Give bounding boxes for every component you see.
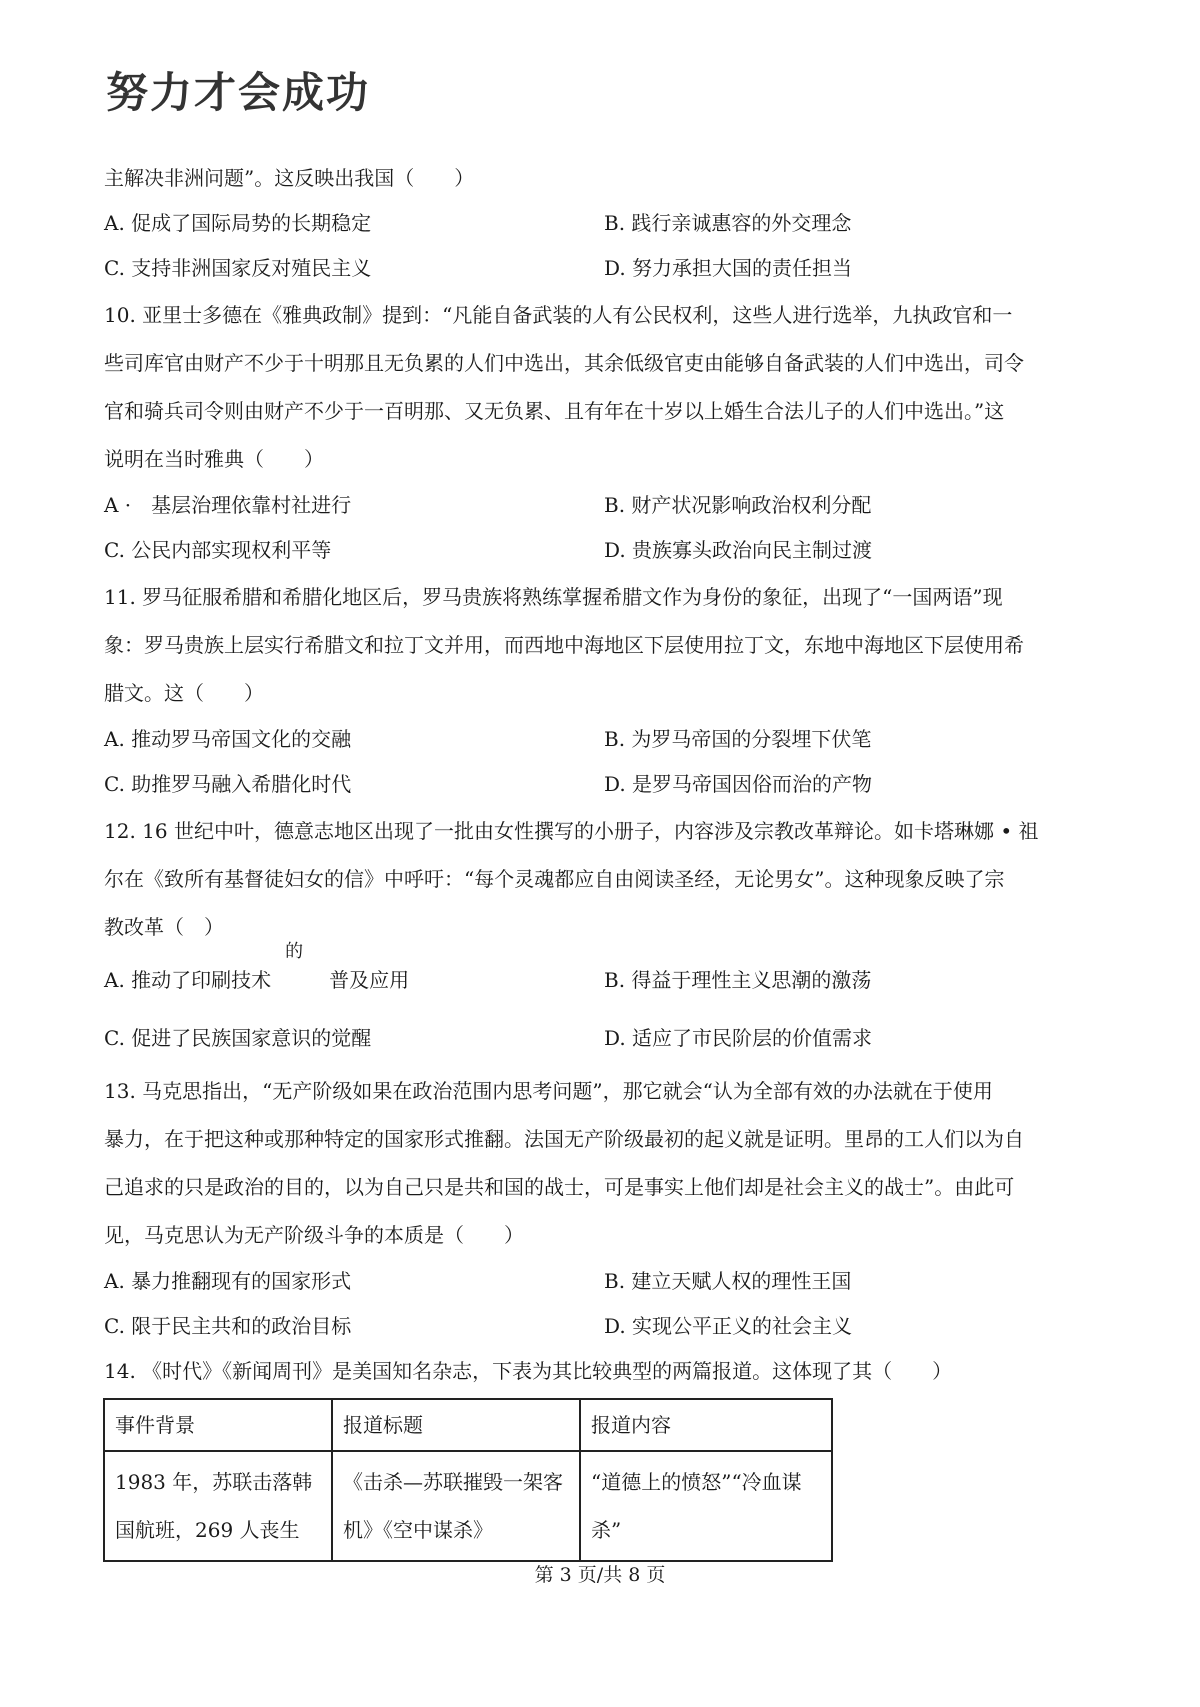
q11-option-b[interactable]: B. 为罗马帝国的分裂埋下伏笔 <box>604 727 872 751</box>
q12-stem-line-3: 教改革（ ） <box>104 915 224 939</box>
q12-options-row-1 <box>104 941 1104 1009</box>
q14-stem: 14. 《时代》《新闻周刊》是美国知名杂志，下表为其比较典型的两篇报道。这体现了其（ ） <box>104 1359 953 1383</box>
q9-option-d[interactable]: D. 努力承担大国的责任担当 <box>604 256 853 280</box>
q14-cell-content: “道德上的愤怒”“冷血谋杀” <box>580 1451 832 1561</box>
q12-option-a-de: 的 <box>285 941 304 962</box>
q10-options-row-1 <box>104 483 1104 528</box>
q12-option-a[interactable] <box>104 941 604 1009</box>
q10-stem-line-4: 说明在当时雅典（ ） <box>104 447 324 471</box>
q12-stem-line-1: 12. 16 世纪中叶，德意志地区出现了一批由女性撰写的小册子，内容涉及宗教改革辩论。如卡塔琳娜 • 祖 <box>104 819 1039 843</box>
q13-stem-line-3: 己追求的只是政治的目的，以为自己只是共和国的战士，可是事实上他们却是社会主义的战士”。由此可 <box>104 1175 1015 1199</box>
q12-option-a-start: A. 推动了印刷技术 <box>104 968 272 992</box>
q12-option-b[interactable]: B. 得益于理性主义思潮的激荡 <box>604 968 872 992</box>
q12-option-d[interactable]: D. 适应了市民阶层的价值需求 <box>604 1026 873 1050</box>
q9-options-row-2 <box>104 246 1104 291</box>
q10-stem-line-1: 10. 亚里士多德在《雅典政制》提到：“凡能自备武装的人有公民权利，这些人进行选举，九执政官和一 <box>104 303 1013 327</box>
q11-option-d[interactable]: D. 是罗马帝国因俗而治的产物 <box>604 772 873 796</box>
q14-header-background: 事件背景 <box>104 1399 332 1451</box>
q14-header-title: 报道标题 <box>332 1399 580 1451</box>
q13-option-b[interactable]: B. 建立天赋人权的理性王国 <box>604 1269 852 1293</box>
q13-option-d[interactable]: D. 实现公平正义的社会主义 <box>604 1314 853 1338</box>
q14-cell-background: 1983 年，苏联击落韩国航班，269 人丧生 <box>104 1451 332 1561</box>
q14-header-content: 报道内容 <box>580 1399 832 1451</box>
q12-option-a-end: 普及应用 <box>329 968 410 992</box>
q9-options-row-1 <box>104 201 1104 246</box>
q10-option-c[interactable]: C. 公民内部实现权利平等 <box>104 538 332 562</box>
q9-stem-end: 主解决非洲问题”。这反映出我国（ ） <box>104 166 475 190</box>
q12-option-c[interactable]: C. 促进了民族国家意识的觉醒 <box>104 1026 372 1050</box>
q11-option-a[interactable]: A. 推动罗马帝国文化的交融 <box>104 727 352 751</box>
q11-stem-line-1: 11. 罗马征服希腊和希腊化地区后，罗马贵族将熟练掌握希腊文作为身份的象征，出现了“一国两语”现 <box>104 585 1003 609</box>
q10-option-d[interactable]: D. 贵族寡头政治向民主制过渡 <box>604 538 873 562</box>
q11-options-row-2 <box>104 762 1104 807</box>
q13-options-row-1 <box>104 1259 1104 1304</box>
q10-options-row-2 <box>104 528 1104 573</box>
page-footer: 第 3 页/共 8 页 <box>534 1564 666 1586</box>
q13-option-a[interactable]: A. 暴力推翻现有的国家形式 <box>104 1269 352 1293</box>
q12-stem-line-2: 尔在《致所有基督徒妇女的信》中呼吁：“每个灵魂都应自由阅读圣经，无论男女”。这种现象反映了宗 <box>104 867 1005 891</box>
q13-options-row-2 <box>104 1304 1104 1349</box>
q11-option-c[interactable]: C. 助推罗马融入希腊化时代 <box>104 772 352 796</box>
q10-stem-line-2: 些司库官由财产不少于十明那且无负累的人们中选出，其余低级官吏由能够自备武装的人们中选出，司令 <box>104 351 1024 375</box>
q14-table <box>103 1398 833 1562</box>
q13-stem-line-2: 暴力，在于把这种或那种特定的国家形式推翻。法国无产阶级最初的起义就是证明。里昂的工人们以为自 <box>104 1127 1024 1151</box>
q10-option-a[interactable]: A · 基层治理依靠村社进行 <box>104 493 352 517</box>
q13-stem-line-4: 见，马克思认为无产阶级斗争的本质是（ ） <box>104 1223 524 1247</box>
q11-stem-line-2: 象：罗马贵族上层实行希腊文和拉丁文并用，而西地中海地区下层使用拉丁文，东地中海地区下层使用希 <box>104 633 1024 657</box>
banner-title: 努力才会成功 <box>106 68 371 117</box>
q11-stem-line-3: 腊文。这（ ） <box>104 681 264 705</box>
q13-option-c[interactable]: C. 限于民主共和的政治目标 <box>104 1314 352 1338</box>
q13-stem-line-1: 13. 马克思指出，“无产阶级如果在政治范围内思考问题”，那它就会“认为全部有效的办法就在于使用 <box>104 1079 993 1103</box>
q14-table-header-row <box>104 1399 832 1451</box>
q9-option-a[interactable]: A. 促成了国际局势的长期稳定 <box>104 211 372 235</box>
q10-stem-line-3: 官和骑兵司令则由财产不少于一百明那、又无负累、且有年在十岁以上婚生合法儿子的人们中选出。”这 <box>104 399 1005 423</box>
q9-option-c[interactable]: C. 支持非洲国家反对殖民主义 <box>104 256 372 280</box>
q12-options-row-2 <box>104 1009 1104 1067</box>
q10-option-b[interactable]: B. 财产状况影响政治权利分配 <box>604 493 872 517</box>
q11-options-row-1 <box>104 717 1104 762</box>
question-content <box>104 156 1104 1394</box>
q9-option-b[interactable]: B. 践行亲诚惠容的外交理念 <box>604 211 852 235</box>
q12-option-a-de-wrap <box>271 941 329 987</box>
q14-cell-title: 《击杀—苏联摧毁一架客机》《空中谋杀》 <box>332 1451 580 1561</box>
q14-table-row <box>104 1451 832 1561</box>
